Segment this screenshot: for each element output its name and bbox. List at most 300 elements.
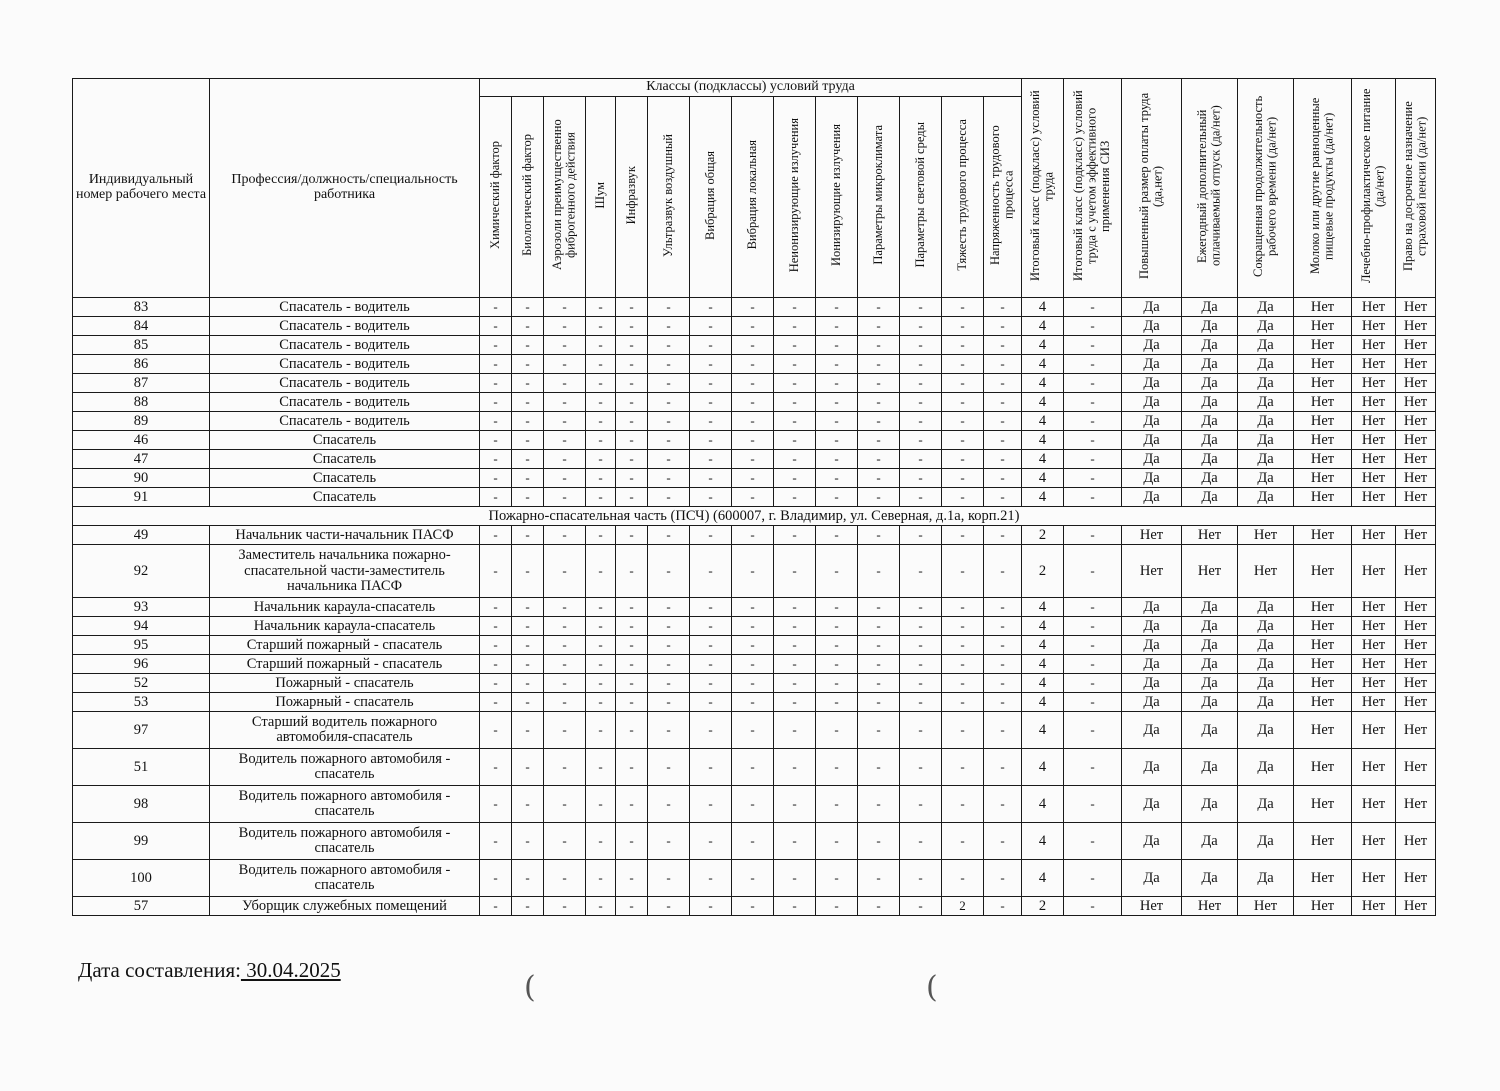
final-class-siz-cell: -: [1064, 526, 1122, 545]
factor-class-cell: -: [616, 450, 648, 469]
factor-class-cell: -: [586, 450, 616, 469]
header-factor-aerosols: Аэрозоли преимущественно фиброгенного действия: [544, 97, 586, 298]
guarantee-cell: Да: [1182, 636, 1238, 655]
factor-class-cell: -: [942, 412, 984, 431]
factor-class-cell: -: [900, 469, 942, 488]
factor-class-cell: -: [732, 897, 774, 916]
factor-class-cell: -: [512, 693, 544, 712]
factor-class-cell: -: [858, 897, 900, 916]
workplace-id-cell: 95: [73, 636, 210, 655]
workplace-id-cell: 88: [73, 393, 210, 412]
profession-cell: Водитель пожарного автомобиля - спасатель: [210, 749, 480, 786]
table-row: [73, 860, 1436, 897]
factor-class-cell: -: [732, 598, 774, 617]
factor-class-cell: -: [984, 636, 1022, 655]
factor-class-cell: -: [586, 412, 616, 431]
guarantee-cell: Нет: [1294, 355, 1352, 374]
factor-class-cell: -: [816, 636, 858, 655]
profession-cell: Уборщик служебных помещений: [210, 897, 480, 916]
factor-class-cell: -: [648, 545, 690, 598]
factor-class-cell: -: [942, 374, 984, 393]
factor-class-cell: -: [648, 693, 690, 712]
guarantee-cell: Нет: [1352, 860, 1396, 897]
table-row: [73, 823, 1436, 860]
factor-class-cell: -: [984, 749, 1022, 786]
factor-class-cell: -: [816, 860, 858, 897]
factor-class-cell: -: [858, 598, 900, 617]
factor-class-cell: -: [648, 786, 690, 823]
table-row: [73, 355, 1436, 374]
factor-class-cell: -: [616, 598, 648, 617]
guarantee-cell: Нет: [1294, 655, 1352, 674]
factor-class-cell: -: [732, 355, 774, 374]
factor-class-cell: -: [690, 469, 732, 488]
header-final-class: Итоговый класс (подкласс) условий труда: [1022, 79, 1064, 298]
table-row: [73, 450, 1436, 469]
factor-class-cell: -: [942, 712, 984, 749]
factor-class-cell: -: [480, 897, 512, 916]
final-class-siz-cell: -: [1064, 712, 1122, 749]
factor-class-cell: -: [732, 526, 774, 545]
factor-class-cell: -: [858, 712, 900, 749]
factor-class-cell: -: [984, 693, 1022, 712]
factor-class-cell: -: [816, 317, 858, 336]
table-row: [73, 431, 1436, 450]
table-row: [73, 712, 1436, 749]
guarantee-cell: Нет: [1352, 655, 1396, 674]
factor-class-cell: -: [690, 712, 732, 749]
final-class-cell: 4: [1022, 749, 1064, 786]
final-class-siz-cell: -: [1064, 545, 1122, 598]
factor-class-cell: -: [648, 355, 690, 374]
factor-class-cell: -: [858, 488, 900, 507]
factor-class-cell: -: [512, 636, 544, 655]
header-factor-microclimate: Параметры микроклимата: [858, 97, 900, 298]
final-class-cell: 2: [1022, 545, 1064, 598]
workplace-id-cell: 91: [73, 488, 210, 507]
factor-class-cell: -: [900, 431, 942, 450]
guarantee-cell: Нет: [1294, 897, 1352, 916]
factor-class-cell: -: [648, 674, 690, 693]
guarantee-cell: Да: [1238, 298, 1294, 317]
table-row: [73, 317, 1436, 336]
factor-class-cell: -: [732, 393, 774, 412]
guarantee-cell: Нет: [1294, 317, 1352, 336]
factor-class-cell: -: [900, 374, 942, 393]
factor-class-cell: -: [616, 355, 648, 374]
factor-class-cell: -: [984, 393, 1022, 412]
guarantee-cell: Да: [1122, 393, 1182, 412]
final-class-cell: 2: [1022, 897, 1064, 916]
factor-class-cell: -: [900, 786, 942, 823]
final-class-cell: 4: [1022, 655, 1064, 674]
guarantee-cell: Да: [1122, 674, 1182, 693]
guarantee-cell: Нет: [1122, 897, 1182, 916]
final-class-cell: 4: [1022, 617, 1064, 636]
guarantee-cell: Да: [1238, 823, 1294, 860]
factor-class-cell: -: [648, 749, 690, 786]
guarantee-cell: Нет: [1396, 469, 1436, 488]
guarantee-cell: Нет: [1396, 374, 1436, 393]
guarantee-cell: Нет: [1294, 469, 1352, 488]
workplace-id-cell: 83: [73, 298, 210, 317]
guarantee-cell: Да: [1182, 655, 1238, 674]
factor-class-cell: -: [480, 636, 512, 655]
guarantee-cell: Нет: [1294, 545, 1352, 598]
guarantee-cell: Да: [1122, 693, 1182, 712]
factor-class-cell: -: [858, 412, 900, 431]
guarantee-cell: Да: [1182, 712, 1238, 749]
factor-class-cell: -: [544, 674, 586, 693]
guarantee-cell: Да: [1238, 336, 1294, 355]
factor-class-cell: -: [544, 431, 586, 450]
guarantee-cell: Да: [1238, 488, 1294, 507]
factor-class-cell: -: [512, 655, 544, 674]
factor-class-cell: -: [544, 355, 586, 374]
guarantee-cell: Да: [1238, 412, 1294, 431]
guarantee-cell: Нет: [1294, 450, 1352, 469]
hole-punch-mark-right: (: [926, 970, 938, 1005]
factor-class-cell: -: [544, 655, 586, 674]
final-class-cell: 2: [1022, 526, 1064, 545]
factor-class-cell: -: [690, 393, 732, 412]
factor-class-cell: -: [512, 393, 544, 412]
factor-class-cell: -: [586, 617, 616, 636]
guarantee-cell: Нет: [1294, 617, 1352, 636]
workplace-id-cell: 52: [73, 674, 210, 693]
factor-class-cell: -: [816, 693, 858, 712]
guarantee-cell: Да: [1122, 749, 1182, 786]
factor-class-cell: -: [512, 897, 544, 916]
factor-class-cell: -: [544, 617, 586, 636]
final-class-cell: 4: [1022, 693, 1064, 712]
guarantee-cell: Нет: [1396, 336, 1436, 355]
factor-class-cell: -: [586, 712, 616, 749]
guarantee-cell: Да: [1182, 488, 1238, 507]
factor-class-cell: -: [900, 655, 942, 674]
factor-class-cell: -: [480, 674, 512, 693]
factor-class-cell: -: [942, 526, 984, 545]
factor-class-cell: -: [616, 488, 648, 507]
header-factor-biological: Биологический фактор: [512, 97, 544, 298]
guarantee-cell: Нет: [1396, 712, 1436, 749]
guarantee-cell: Нет: [1396, 823, 1436, 860]
guarantee-cell: Да: [1182, 393, 1238, 412]
factor-class-cell: -: [544, 317, 586, 336]
factor-class-cell: -: [942, 488, 984, 507]
factor-class-cell: -: [512, 786, 544, 823]
factor-class-cell: -: [900, 336, 942, 355]
factor-class-cell: -: [616, 860, 648, 897]
factor-class-cell: -: [816, 712, 858, 749]
guarantee-cell: Нет: [1182, 545, 1238, 598]
factor-class-cell: -: [690, 598, 732, 617]
guarantee-cell: Да: [1122, 374, 1182, 393]
workplace-id-cell: 96: [73, 655, 210, 674]
factor-class-cell: -: [512, 488, 544, 507]
guarantee-cell: Да: [1238, 374, 1294, 393]
header-extra-leave: Ежегодный дополнительный оплачиваемый отпуск (да/нет): [1182, 79, 1238, 298]
guarantee-cell: Нет: [1294, 374, 1352, 393]
guarantee-cell: Нет: [1352, 897, 1396, 916]
guarantee-cell: Нет: [1396, 488, 1436, 507]
factor-class-cell: -: [512, 526, 544, 545]
factor-class-cell: -: [900, 412, 942, 431]
profession-cell: Водитель пожарного автомобиля - спасатель: [210, 860, 480, 897]
factor-class-cell: -: [648, 317, 690, 336]
factor-class-cell: -: [942, 860, 984, 897]
factor-class-cell: -: [512, 374, 544, 393]
guarantee-cell: Нет: [1352, 393, 1396, 412]
factor-class-cell: -: [616, 823, 648, 860]
factor-class-cell: -: [512, 450, 544, 469]
guarantee-cell: Нет: [1294, 526, 1352, 545]
profession-cell: Спасатель - водитель: [210, 374, 480, 393]
hole-punch-mark-left: (: [524, 970, 536, 1005]
header-profession: Профессия/должность/специальность работника: [210, 79, 480, 298]
factor-class-cell: -: [648, 431, 690, 450]
factor-class-cell: -: [690, 823, 732, 860]
factor-class-cell: -: [900, 393, 942, 412]
factor-class-cell: -: [480, 693, 512, 712]
header-final-class-siz: Итоговый класс (подкласс) условий труда с учетом эффективного применения СИЗ: [1064, 79, 1122, 298]
workplace-id-cell: 99: [73, 823, 210, 860]
guarantee-cell: Нет: [1294, 298, 1352, 317]
factor-class-cell: -: [858, 393, 900, 412]
guarantee-cell: Нет: [1294, 636, 1352, 655]
factor-class-cell: -: [586, 298, 616, 317]
workplace-id-cell: 84: [73, 317, 210, 336]
guarantee-cell: Нет: [1396, 617, 1436, 636]
guarantee-cell: Да: [1122, 655, 1182, 674]
factor-class-cell: -: [984, 712, 1022, 749]
guarantee-cell: Да: [1238, 393, 1294, 412]
workplace-id-cell: 98: [73, 786, 210, 823]
guarantee-cell: Нет: [1396, 749, 1436, 786]
guarantee-cell: Да: [1238, 355, 1294, 374]
table-row: [73, 897, 1436, 916]
factor-class-cell: -: [858, 355, 900, 374]
factor-class-cell: -: [858, 336, 900, 355]
guarantee-cell: Нет: [1294, 431, 1352, 450]
profession-cell: Начальник караула-спасатель: [210, 617, 480, 636]
guarantee-cell: Нет: [1352, 674, 1396, 693]
profession-cell: Заместитель начальника пожарно-спасательной части-заместитель начальника ПАСФ: [210, 545, 480, 598]
factor-class-cell: -: [900, 545, 942, 598]
factor-class-cell: -: [616, 526, 648, 545]
factor-class-cell: -: [774, 749, 816, 786]
factor-class-cell: -: [816, 897, 858, 916]
final-class-siz-cell: -: [1064, 860, 1122, 897]
factor-class-cell: -: [858, 431, 900, 450]
guarantee-cell: Да: [1238, 617, 1294, 636]
header-factor-noise: Шум: [586, 97, 616, 298]
table-row: [73, 488, 1436, 507]
guarantee-cell: Да: [1122, 823, 1182, 860]
factor-class-cell: -: [544, 526, 586, 545]
factor-class-cell: -: [616, 431, 648, 450]
factor-class-cell: -: [690, 298, 732, 317]
workplace-id-cell: 93: [73, 598, 210, 617]
workplace-id-cell: 46: [73, 431, 210, 450]
profession-cell: Водитель пожарного автомобиля - спасатель: [210, 823, 480, 860]
factor-class-cell: -: [900, 355, 942, 374]
factor-class-cell: -: [690, 545, 732, 598]
final-class-cell: 4: [1022, 374, 1064, 393]
factor-class-cell: -: [858, 636, 900, 655]
final-class-cell: 4: [1022, 488, 1064, 507]
factor-class-cell: -: [544, 897, 586, 916]
factor-class-cell: -: [586, 693, 616, 712]
factor-class-cell: -: [942, 545, 984, 598]
profession-cell: Пожарный - спасатель: [210, 674, 480, 693]
header-classes-group: Классы (подклассы) условий труда: [480, 79, 1022, 97]
factor-class-cell: -: [648, 412, 690, 431]
compilation-date-value: 30.04.2025: [240, 958, 341, 982]
guarantee-cell: Нет: [1352, 786, 1396, 823]
guarantee-cell: Нет: [1396, 674, 1436, 693]
guarantee-cell: Да: [1238, 598, 1294, 617]
final-class-cell: 4: [1022, 317, 1064, 336]
factor-class-cell: -: [732, 712, 774, 749]
final-class-siz-cell: -: [1064, 636, 1122, 655]
factor-class-cell: -: [858, 823, 900, 860]
factor-class-cell: -: [544, 488, 586, 507]
guarantee-cell: Да: [1182, 374, 1238, 393]
factor-class-cell: -: [900, 598, 942, 617]
factor-class-cell: -: [942, 393, 984, 412]
final-class-siz-cell: -: [1064, 374, 1122, 393]
guarantee-cell: Нет: [1352, 336, 1396, 355]
factor-class-cell: -: [690, 317, 732, 336]
guarantee-cell: Нет: [1294, 693, 1352, 712]
factor-class-cell: -: [648, 655, 690, 674]
factor-class-cell: -: [586, 488, 616, 507]
factor-class-cell: -: [984, 674, 1022, 693]
factor-class-cell: -: [816, 374, 858, 393]
workplace-id-cell: 53: [73, 693, 210, 712]
factor-class-cell: -: [586, 860, 616, 897]
factor-class-cell: -: [816, 823, 858, 860]
guarantee-cell: Нет: [1396, 298, 1436, 317]
factor-class-cell: -: [774, 693, 816, 712]
factor-class-cell: -: [774, 712, 816, 749]
factor-class-cell: -: [984, 374, 1022, 393]
factor-class-cell: -: [858, 693, 900, 712]
factor-class-cell: -: [732, 749, 774, 786]
factor-class-cell: -: [648, 860, 690, 897]
factor-class-cell: -: [732, 336, 774, 355]
guarantee-cell: Да: [1122, 636, 1182, 655]
factor-class-cell: -: [690, 655, 732, 674]
final-class-siz-cell: -: [1064, 617, 1122, 636]
table-row: [73, 393, 1436, 412]
table-body: [73, 298, 1436, 916]
factor-class-cell: -: [816, 469, 858, 488]
factor-class-cell: -: [648, 393, 690, 412]
factor-class-cell: -: [648, 598, 690, 617]
factor-class-cell: -: [586, 545, 616, 598]
guarantee-cell: Да: [1182, 431, 1238, 450]
factor-class-cell: -: [480, 469, 512, 488]
factor-class-cell: -: [512, 617, 544, 636]
factor-class-cell: -: [732, 431, 774, 450]
factor-class-cell: -: [816, 786, 858, 823]
final-class-cell: 4: [1022, 393, 1064, 412]
guarantee-cell: Да: [1122, 617, 1182, 636]
factor-class-cell: -: [616, 298, 648, 317]
factor-class-cell: -: [732, 693, 774, 712]
workplace-id-cell: 90: [73, 469, 210, 488]
factor-class-cell: -: [816, 655, 858, 674]
factor-class-cell: -: [512, 823, 544, 860]
guarantee-cell: Нет: [1294, 598, 1352, 617]
guarantee-cell: Да: [1182, 355, 1238, 374]
factor-class-cell: -: [616, 674, 648, 693]
final-class-siz-cell: -: [1064, 336, 1122, 355]
factor-class-cell: -: [858, 298, 900, 317]
factor-class-cell: -: [774, 636, 816, 655]
factor-class-cell: -: [480, 598, 512, 617]
header-milk: Молоко или другие равноценные пищевые продукты (да/нет): [1294, 79, 1352, 298]
factor-class-cell: -: [774, 617, 816, 636]
table-row: [73, 617, 1436, 636]
factor-class-cell: -: [586, 374, 616, 393]
factor-class-cell: -: [616, 412, 648, 431]
factor-class-cell: -: [774, 412, 816, 431]
table-row: [73, 749, 1436, 786]
factor-class-cell: -: [648, 336, 690, 355]
table-row: [73, 655, 1436, 674]
factor-class-cell: -: [942, 823, 984, 860]
guarantee-cell: Да: [1238, 674, 1294, 693]
guarantee-cell: Да: [1182, 749, 1238, 786]
factor-class-cell: -: [616, 317, 648, 336]
workplace-id-cell: 85: [73, 336, 210, 355]
factor-class-cell: -: [984, 655, 1022, 674]
factor-class-cell: -: [480, 786, 512, 823]
factor-class-cell: -: [774, 860, 816, 897]
factor-class-cell: -: [774, 355, 816, 374]
guarantee-cell: Нет: [1396, 545, 1436, 598]
guarantee-cell: Нет: [1352, 450, 1396, 469]
guarantee-cell: Нет: [1352, 617, 1396, 636]
factor-class-cell: -: [648, 897, 690, 916]
workplace-id-cell: 94: [73, 617, 210, 636]
factor-class-cell: -: [616, 786, 648, 823]
factor-class-cell: -: [774, 526, 816, 545]
factor-class-cell: -: [732, 450, 774, 469]
factor-class-cell: -: [586, 317, 616, 336]
factor-class-cell: -: [900, 693, 942, 712]
factor-class-cell: -: [544, 693, 586, 712]
factor-class-cell: -: [900, 897, 942, 916]
guarantee-cell: Да: [1238, 450, 1294, 469]
factor-class-cell: -: [858, 860, 900, 897]
guarantee-cell: Нет: [1294, 412, 1352, 431]
header-factor-heaviness: Тяжесть трудового процесса: [942, 97, 984, 298]
factor-class-cell: -: [616, 655, 648, 674]
profession-cell: Спасатель - водитель: [210, 298, 480, 317]
factor-class-cell: -: [942, 598, 984, 617]
factor-class-cell: -: [690, 897, 732, 916]
factor-class-cell: -: [586, 336, 616, 355]
factor-class-cell: -: [984, 860, 1022, 897]
factor-class-cell: -: [942, 749, 984, 786]
final-class-cell: 4: [1022, 298, 1064, 317]
factor-class-cell: -: [774, 374, 816, 393]
guarantee-cell: Да: [1238, 317, 1294, 336]
